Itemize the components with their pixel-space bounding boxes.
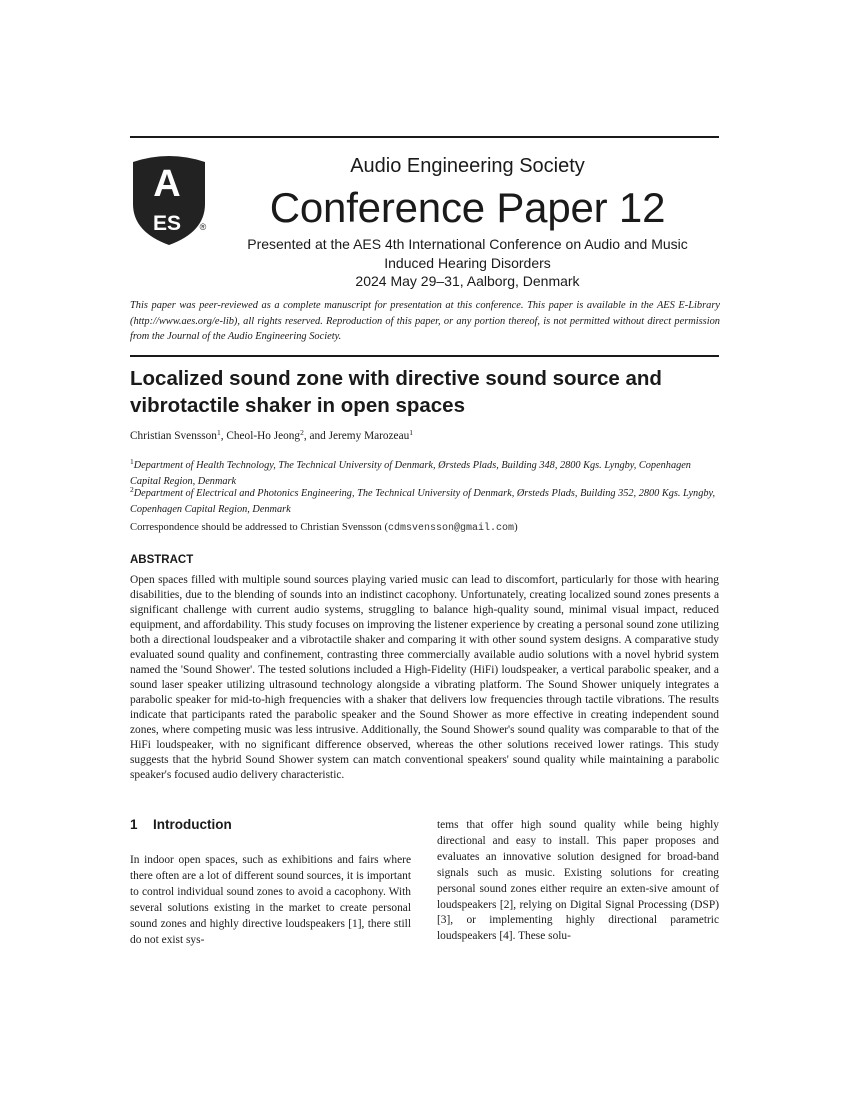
section-heading — [130, 817, 232, 832]
body-column-left: In indoor open spaces, such as exhibitions and fairs where there often are a lot of different sound sources, it is important to control individual sound zones to avoid a cacophony. With several solutions existing in the market to create personal sound zones and highly directive loudspeakers [1], there still do not exist sys- — [130, 854, 411, 946]
society-name: Audio Engineering Society — [350, 155, 585, 177]
correspondence-prefix: Correspondence should be addressed to Christian Svensson ( — [130, 522, 389, 533]
author-name: Cheol-Ho Jeong — [226, 430, 301, 442]
header-bottom-rule — [130, 355, 719, 357]
correspondence-line — [130, 522, 518, 534]
body-column-right: tems that offer high sound quality while being highly directional and easy to install. This paper proposes and evaluates an innovative solution designed for broad-band signals such as music. Existing solutions for creating personal sound zones either require an exten-sive amount of loudspeakers [2], relying on Digital Signal Processing (DSP) [3], or implementing highly directional parametric loudspeakers [4]. These solu- — [437, 819, 719, 943]
presented-line-1: Presented at the AES 4th International Conference on Audio and Music — [247, 236, 688, 252]
peer-review-note: This paper was peer-reviewed as a complete manuscript for presentation at this conference. This paper is available in the AES E-Library (http://www.aes.org/e-lib), all rights reserved. Reproduction of this paper, or any portion thereof, is not permitted without direct permission from the Journal of the Audio Engineering Society. — [130, 300, 720, 342]
logo-letters-es: ES — [152, 212, 182, 235]
author-affiliation-mark: 1 — [409, 428, 413, 437]
affiliation — [130, 458, 720, 489]
author-separator: , — [220, 430, 227, 442]
correspondence-email-link[interactable]: cdmsvensson@gmail.com — [388, 523, 515, 534]
author-separator: , and — [303, 430, 329, 442]
section-title: Introduction — [153, 817, 232, 832]
affiliation-mark: 1 — [130, 457, 134, 466]
author-list — [130, 430, 413, 442]
author-affiliation-mark: 2 — [300, 428, 304, 437]
presented-line-3: 2024 May 29–31, Aalborg, Denmark — [355, 273, 580, 289]
author-affiliation-mark: 1 — [216, 428, 221, 437]
presented-line-2: Induced Hearing Disorders — [384, 255, 551, 271]
affiliation-mark: 2 — [130, 485, 134, 494]
author-name: Christian Svensson — [130, 430, 217, 442]
affiliation-text: Department of Health Technology, The Technical University of Denmark, Ørsteds Plads, Building 348, 2800 Kgs. Lyngby, Copenhagen Capital Region, Denmark — [130, 460, 691, 487]
affiliation — [130, 486, 720, 517]
affiliation-text: Department of Electrical and Photonics Engineering, The Technical University of Denmark, Ørsteds Plads, Building 352, 2800 Kgs. Lyngby, Copenhagen Capital Region, Denmark — [130, 488, 716, 515]
logo-letter-a: A — [153, 163, 181, 205]
top-rule — [130, 136, 719, 138]
section-number: 1 — [130, 817, 138, 832]
registered-mark: ® — [199, 222, 207, 232]
aes-logo-icon — [130, 154, 208, 246]
author-name: Jeremy Marozeau — [328, 430, 410, 442]
abstract-heading: ABSTRACT — [130, 554, 194, 566]
abstract-body: Open spaces filled with multiple sound sources playing varied music can lead to discomfort, particularly for those with hearing disabilities, due to the blending of sounds into an indistinct cacophony. Unfortunately, creating localized sound zones presents a significant challenge with current audio systems, struggling to balance high-quality sound, minimal visual impact, reduced equipment, and affordability. This study focuses on improving the listener experience by creating a personal sound zone utilizing both a directional loudspeaker and a vibrotactile shaker and comparing it with other sound system designs. A comparative study evaluated sound quality and confinement, contrasting three commercially available audio solutions with a novel hybrid system named the 'Sound Shower'. The tested solutions included a High-Fidelity (HiFi) loudspeaker, a vertical parabolic speaker, and a sound laser speaker utilizing ultrasound technology alongside a vibrating platform. The Sound Shower uniquely integrates a parabolic speaker for mid-to-high frequencies with a shaker that delivers low frequencies through tactile vibrations. The results indicate that participants rated the parabolic speaker and the Sound Shower as more effective in creating independent sound zones, where competing music was less intrusive. Additionally, the Sound Shower's sound quality was comparable to that of the HiFi loudspeaker, with no significant difference observed, whereas the other solutions received lower ratings. This study suggests that the hybrid Sound Shower system can match conventional speakers' sound quality while maintaining a parabolic speaker's focused audio delivery characteristic. — [130, 574, 719, 781]
correspondence-suffix: ) — [514, 522, 518, 533]
conference-paper-number: Conference Paper 12 — [269, 184, 666, 231]
paper-title: Localized sound zone with directive sound source and vibrotactile shaker in open spaces — [130, 367, 662, 417]
